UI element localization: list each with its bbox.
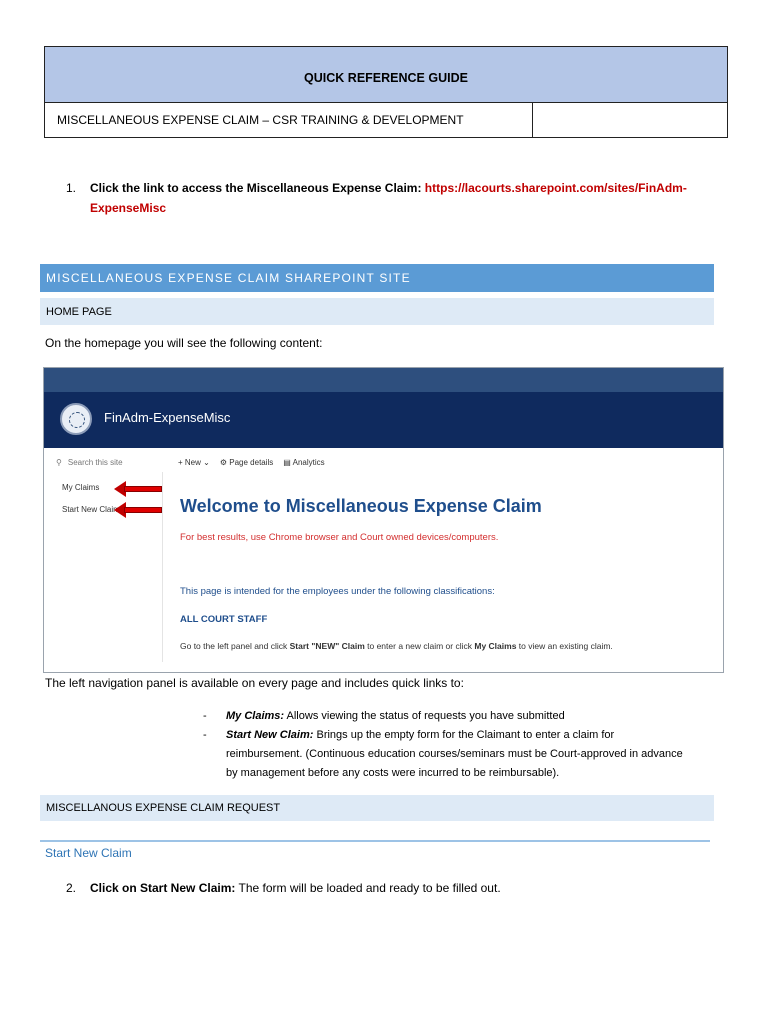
gear-icon: ⚙	[219, 458, 228, 467]
step-2: Click on Start New Claim: The form will be loaded and ready to be filled out.	[90, 881, 501, 895]
new-button[interactable]: + New ⌄	[178, 458, 210, 467]
site-search[interactable]	[56, 458, 123, 467]
instructions-text: Go to the left panel and click Start "NEW" Claim to enter a new claim or click My Claims to view an existing claim.	[180, 641, 613, 651]
bullet-dash: -	[203, 710, 207, 722]
home-page-subheading: HOME PAGE	[40, 298, 714, 325]
bullet-start-new-claim: Start New Claim: Brings up the empty form for the Claimant to enter a claim for reimbursement. (Continuous education courses/seminars must be Court-approved in advance by management before any costs were incurred to be reimbursable).	[226, 729, 683, 779]
search-icon: ⚲	[56, 458, 62, 467]
nav-divider	[162, 472, 163, 662]
guide-subtitle: MISCELLANEOUS EXPENSE CLAIM – CSR TRAINING & DEVELOPMENT	[45, 103, 533, 137]
step-1	[90, 178, 710, 218]
red-arrow-start-new-claim	[114, 505, 164, 515]
nav-description: The left navigation panel is available on every page and includes quick links to:	[45, 676, 464, 690]
search-placeholder: Search this site	[67, 458, 123, 467]
heading-rule	[40, 840, 710, 842]
bullet-my-claims: My Claims: Allows viewing the status of requests you have submitted	[226, 710, 565, 722]
guide-title: QUICK REFERENCE GUIDE	[45, 47, 727, 103]
page-details-button[interactable]: ⚙ Page details	[219, 458, 274, 467]
court-seal-icon	[60, 403, 92, 435]
welcome-heading: Welcome to Miscellaneous Expense Claim	[180, 496, 542, 516]
intended-text: This page is intended for the employees under the following classifications:	[180, 586, 495, 597]
nav-item-start-new-claim[interactable]: Start New Claim	[62, 505, 120, 514]
empty-cell	[533, 103, 727, 137]
step-1-number: 1.	[66, 181, 77, 195]
red-arrow-my-claims	[114, 484, 164, 494]
analytics-button[interactable]: ▤ Analytics	[283, 458, 325, 467]
homepage-intro: On the homepage you will see the following content:	[45, 336, 323, 350]
expense-claim-link[interactable]: https://lacourts.sharepoint.com/sites/FinAdm-	[424, 181, 687, 195]
sharepoint-site-section-title: MISCELLANEOUS EXPENSE CLAIM SHAREPOINT SITE	[40, 264, 714, 292]
step-1-text: Click the link to access the Miscellaneous Expense Claim:	[90, 181, 425, 195]
classification: ALL COURT STAFF	[180, 614, 268, 625]
sharepoint-homepage-screenshot	[43, 367, 724, 673]
screenshot-top-bar	[44, 368, 723, 392]
chart-icon: ▤	[283, 458, 291, 467]
quick-reference-header-table	[44, 46, 728, 138]
step-2-number: 2.	[66, 881, 77, 895]
bullet-dash: -	[203, 729, 207, 741]
header-row	[45, 103, 727, 137]
plus-icon: +	[178, 458, 183, 467]
expense-claim-request-subheading: MISCELLANOUS EXPENSE CLAIM REQUEST	[40, 795, 714, 821]
chevron-down-icon: ⌄	[203, 458, 210, 467]
site-header-band	[44, 392, 723, 448]
browser-note: For best results, use Chrome browser and Court owned devices/computers.	[180, 532, 499, 543]
site-name[interactable]: FinAdm-ExpenseMisc	[104, 410, 231, 425]
nav-item-my-claims[interactable]: My Claims	[62, 483, 100, 492]
expense-claim-link-cont[interactable]: ExpenseMisc	[90, 201, 167, 215]
start-new-claim-heading: Start New Claim	[45, 846, 132, 860]
command-bar	[178, 458, 325, 467]
